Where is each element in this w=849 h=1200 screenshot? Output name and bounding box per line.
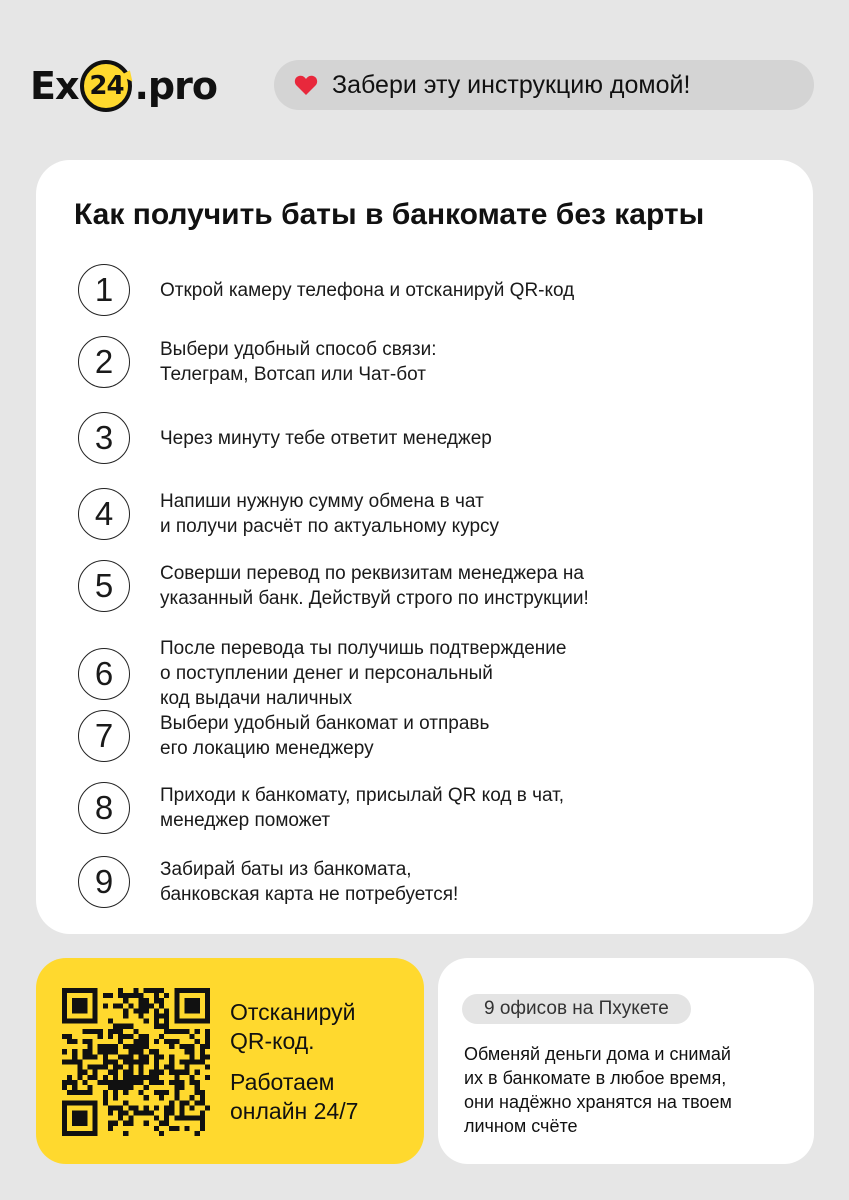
step-text: Напиши нужную сумму обмена в чат и получи расчёт по актуальному курсу [160, 491, 500, 537]
step-text: Через минуту тебе ответит менеджер [160, 427, 492, 449]
step-item [78, 782, 798, 834]
logo-suffix: .pro [134, 64, 217, 108]
step-number: 4 [78, 488, 130, 540]
step-text: Выбери удобный банкомат и отправь его локацию менеджеру [160, 713, 490, 759]
step-text: Открой камеру телефона и отсканируй QR-код [160, 279, 575, 301]
step-text: Выбери удобный способ связи: Телеграм, Вотсап или Чат-бот [160, 339, 437, 385]
instruction-card [36, 160, 813, 934]
info-text: Обменяй деньги дома и снимай их в банкомате в любое время, они надёжно хранятся на твоем личном счёте [464, 1044, 732, 1136]
heart-icon [294, 74, 318, 96]
step-number: 9 [78, 856, 130, 908]
step-text: Приходи к банкомату, присылай QR код в чат, менеджер поможет [160, 785, 565, 831]
qr-code-icon[interactable] [62, 988, 210, 1136]
page-title: Как получить баты в банкомате без карты [74, 198, 705, 231]
step-item [78, 336, 798, 388]
offices-badge: 9 офисов на Пхукете [462, 994, 691, 1024]
step-text: Забирай баты из банкомата, банковская карта не потребуется! [160, 859, 459, 905]
qr-online-text: Работаем онлайн 24/7 [230, 1069, 359, 1124]
step-number: 1 [78, 264, 130, 316]
qr-card [36, 958, 424, 1164]
info-card [438, 958, 814, 1164]
step-number: 7 [78, 710, 130, 762]
step-item [78, 412, 798, 464]
logo-prefix: Ex [30, 64, 79, 108]
step-item [78, 488, 798, 540]
logo [30, 58, 217, 114]
step-number: 8 [78, 782, 130, 834]
take-home-text: Забери эту инструкцию домой! [332, 70, 691, 99]
take-home-banner [274, 60, 814, 110]
step-item [78, 710, 798, 762]
step-number: 6 [78, 648, 130, 700]
step-item [78, 636, 798, 711]
step-number: 2 [78, 336, 130, 388]
step-number: 3 [78, 412, 130, 464]
step-text: Соверши перевод по реквизитам менеджера на указанный банк. Действуй строго по инструкции! [160, 563, 589, 609]
step-item [78, 856, 798, 908]
step-item [78, 264, 798, 316]
qr-scan-text: Отсканируй QR-код. [230, 999, 356, 1054]
step-number: 5 [78, 560, 130, 612]
step-text: После перевода ты получишь подтверждение о поступлении денег и персональный код выдачи наличных [160, 638, 567, 709]
logo-badge: 24 [80, 60, 132, 112]
step-item [78, 560, 798, 612]
